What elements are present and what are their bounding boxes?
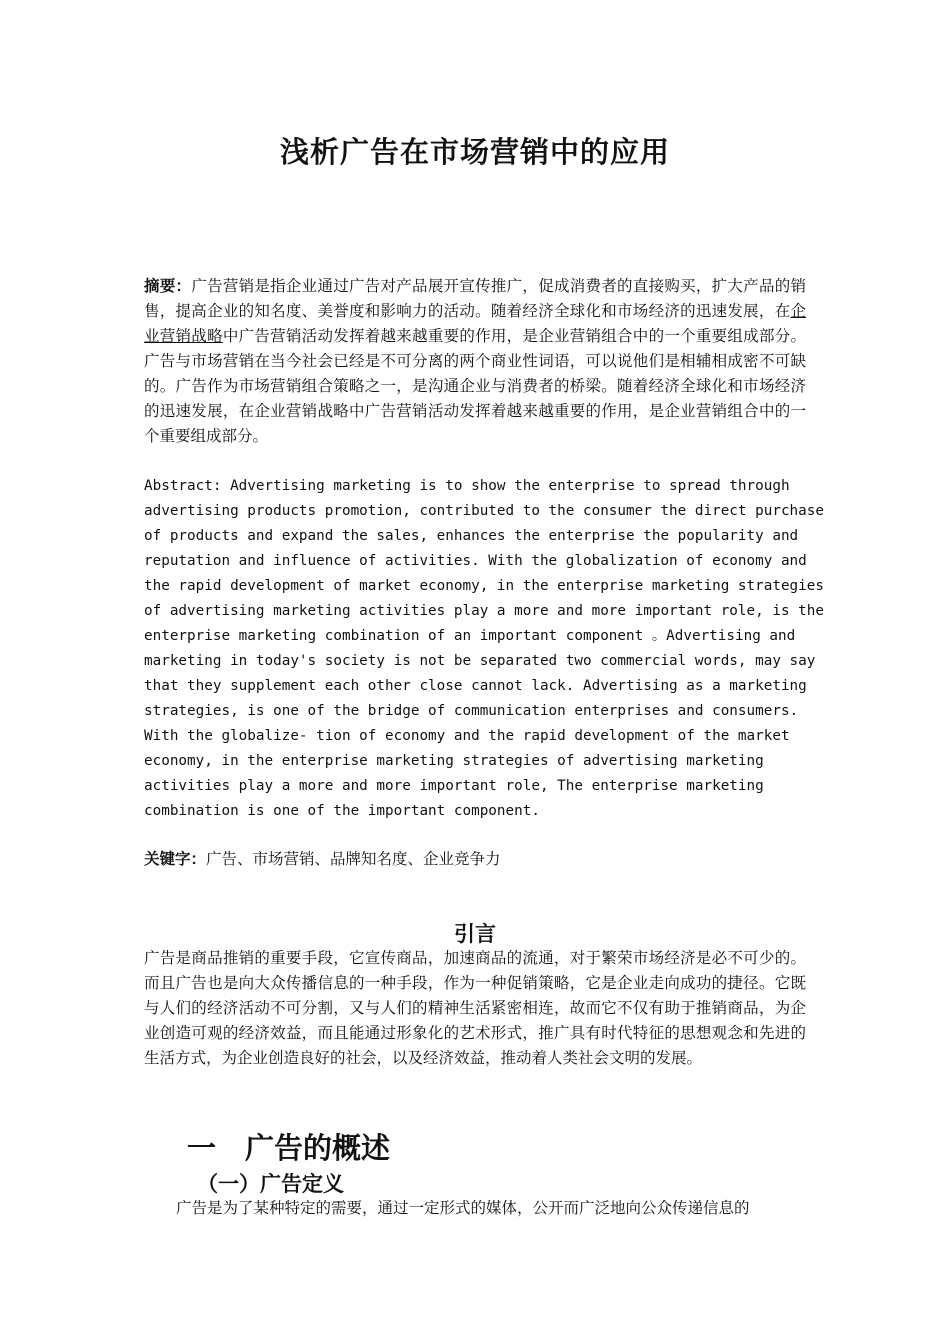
intro-heading: 引言	[454, 922, 496, 946]
keywords-line	[144, 847, 806, 872]
abstract-text-part-2: 中广告营销活动发挥着越来越重要的作用，是企业营销组合中的一个重要组成部分。广告与市场营销在当今社会已经是不可分离的两个商业性词语，可以说他们是相辅相成密不可缺的。广告作为市场营销组合策略之一，是沟通企业与消费者的桥梁。随着经济全球化和市场经济的迅速发展，在企业营销战略中广告营销活动发挥着越来越重要的作用，是企业营销组合中的一个重要组成部分。	[144, 327, 806, 445]
intro-paragraph: 广告是商品推销的重要手段，它宣传商品，加速商品的流通，对于繁荣市场经济是必不可少的。而且广告也是向大众传播信息的一种手段，作为一种促销策略，它是企业走向成功的捷径。它既与人们的经济活动不可分割，又与人们的精神生活紧密相连，故而它不仅有助于推销商品，为企业创造可观的经济效益，而且能通过形象化的艺术形式，推广具有时代特征的思想观念和先进的生活方式，为企业创造良好的社会，以及经济效益，推动着人类社会文明的发展。	[144, 949, 806, 1067]
keywords-label: 关键字：	[144, 850, 207, 868]
definition-paragraph: 广告是为了某种特定的需要，通过一定形式的媒体，公开而广泛地向公众传递信息的	[176, 1199, 750, 1217]
english-abstract: Abstract: Advertising marketing is to show the enterprise to spread through advertising products promotion, contributed to the consumer the direct purchase of products and expand the sales, enhances the enterprise the popularity and reputation and influence of activities. With the globalization of economy and the rapid development of market economy, in the enterprise marketing strategies of advertising marketing activities play a more and more important role, is the enterprise marketing combination of an important component 。Advertising and marketing in today's society is not be separated two commercial words, may say that they supplement each other close cannot lack. Advertising as a marketing strategies, is one of the bridge of communication enterprises and consumers. With the globalize- tion of economy and the rapid development of the market economy, in the enterprise marketing strategies of advertising marketing activities play a more and more important role, The enterprise marketing combination is one of the important component.	[144, 478, 824, 819]
abstract-text-part-1: 广告营销是指企业通过广告对产品展开宣传推广，促成消费者的直接购买，扩大产品的销售，提高企业的知名度、美誉度和影响力的活动。随着经济全球化和市场经济的迅速发展，在	[144, 277, 806, 320]
marketing-strategy-link[interactable]: 企业营销战略	[144, 302, 806, 345]
section-1-number: 一	[187, 1131, 217, 1165]
document-title: 浅析广告在市场营销中的应用	[279, 135, 670, 169]
section-1-heading	[187, 1126, 390, 1167]
abstract-label: 摘要：	[144, 277, 192, 295]
chinese-abstract	[144, 274, 806, 449]
keywords-text: 广告、市场营销、品牌知名度、企业竞争力	[206, 850, 501, 868]
subsection-1-heading: （一）广告定义	[197, 1172, 344, 1196]
section-1-title: 广告的概述	[245, 1131, 391, 1165]
